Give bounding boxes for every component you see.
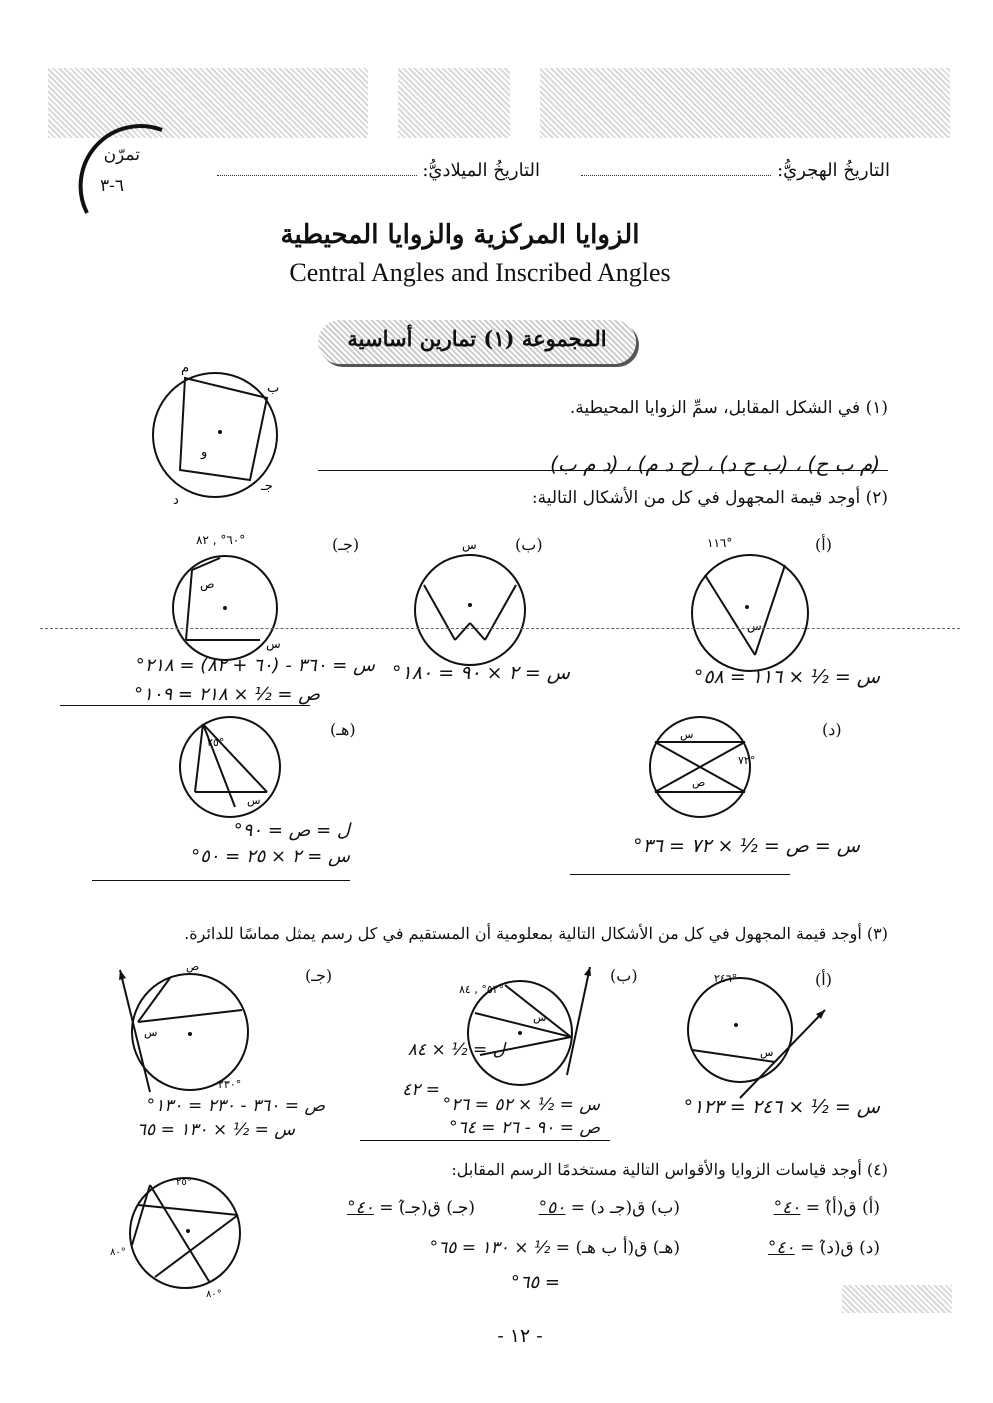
svg-text:ص: ص: [186, 960, 200, 973]
q3b-given: ٥٢° , ٨٤°: [459, 983, 505, 996]
q2d-answer-line: [570, 874, 790, 875]
q1-label-a: م: [181, 361, 190, 376]
q2e-figure: [175, 712, 285, 822]
q2e-answer: ل = ص = ٩٠°: [233, 820, 350, 841]
q1-answer-line: [318, 470, 888, 471]
q4-item-e-label: (هـ) ق(أ ب هـ) =: [555, 1238, 680, 1258]
svg-text:س: س: [247, 794, 261, 807]
q4-item-d-value: ٤٠°: [767, 1238, 795, 1258]
exercise-label: تمرّن: [103, 145, 140, 165]
q1-prompt: (١) في الشكل المقابل، سمِّ الزوايا المحيطية.: [569, 398, 888, 418]
q2e-answer2: س = ٢ × ٢٥ = ٥٠°: [191, 846, 350, 867]
q3a-letter: (أ): [815, 970, 832, 989]
q4-given-1: ٢٥°: [176, 1177, 192, 1188]
q4-item-a-value: ٤٠°: [773, 1198, 801, 1218]
q4-given-3: ٨٠°: [206, 1289, 222, 1300]
section-banner-text: المجموعة (١) تمارين أساسية: [347, 326, 607, 351]
exercise-number: ٦-٣: [100, 176, 125, 196]
q4-item-b-label: (ب) ق(جـ د) =: [570, 1198, 680, 1218]
q2c-answer2: ص = ½ × ٢١٨ = ١٠٩°: [134, 684, 320, 705]
q4-figure: [110, 1165, 260, 1300]
q1-label-d: د: [173, 493, 179, 508]
q2a-answer: س = ½ × ١١٦ = ٥٨°: [693, 666, 880, 688]
q3c-given: ٢٣٠°: [218, 1078, 242, 1091]
q4-item-c-value: ٤٠°: [347, 1198, 374, 1218]
q3c-answer2: س = ½ × ١٣٠ = ٦٥: [136, 1120, 295, 1140]
svg-text:س: س: [266, 637, 281, 651]
hijri-date-label: التاريخُ الهجريُّ:: [777, 160, 890, 181]
svg-text:ص: ص: [692, 776, 706, 789]
q3b-answer-line: [360, 1140, 610, 1141]
q2b-unknown: س: [462, 538, 477, 552]
q4-item-e-value: ½ × ١٣٠ = ٦٥°: [429, 1238, 551, 1258]
page-title-arabic: الزوايا المركزية والزوايا المحيطية: [280, 220, 640, 250]
q4-item-d-label: (د) ق(د̂) =: [800, 1238, 880, 1258]
q4-item-e-result: = ٦٥°: [510, 1272, 560, 1293]
gregorian-date-label: التاريخُ الميلاديُّ:: [422, 160, 540, 181]
q2c-letter: (جـ): [332, 535, 360, 554]
q2-prompt: (٢) أوجد قيمة المجهول في كل من الأشكال التالية:: [531, 488, 888, 508]
svg-text:س: س: [760, 1046, 774, 1059]
q4-item-c-label: (جـ) ق(جـ̂) =: [379, 1198, 475, 1218]
svg-text:س: س: [680, 728, 694, 741]
q3-prompt: (٣) أوجد قيمة المجهول في كل من الأشكال التالية بمعلومية أن المستقيم في كل رسم يمثل مماسًا للدائرة.: [184, 924, 888, 943]
q4-item-c: [295, 1198, 475, 1218]
q2b-letter: (ب): [515, 535, 543, 554]
q1-answer: (م ب ح) ، (ب ح د) ، (ح د م) ، (د م ب): [550, 452, 880, 476]
header-pattern-middle: [398, 68, 510, 138]
q2d-figure: [640, 712, 760, 822]
q3b-answer4: ص = ٩٠ - ٢٦ = ٦٤°: [449, 1118, 600, 1138]
q2d-given: ٧٢°: [738, 754, 756, 767]
q2c-answer: س = ٣٦٠ - (٦٠ + ٨٢) = ٢١٨°: [135, 655, 375, 676]
q2b-figure: [410, 538, 530, 670]
q2c-answer-line: [60, 705, 310, 706]
svg-text:ص: ص: [200, 577, 215, 591]
q2d-letter: (د): [822, 720, 842, 739]
q4-item-b-value: ٥٠°: [538, 1198, 566, 1218]
q4-item-e: [400, 1238, 680, 1258]
q1-label-b: ب: [267, 381, 280, 396]
q3b-answer2: = ٤٢: [402, 1080, 440, 1100]
q4-item-a: [690, 1198, 880, 1218]
dashed-divider: [40, 628, 960, 629]
q2a-figure: [685, 536, 815, 675]
footer-pattern: [842, 1285, 952, 1313]
q1-label-o: و: [201, 445, 208, 460]
q2e-given: ٢٥°: [207, 736, 225, 749]
q3b-letter: (ب): [610, 966, 638, 985]
hijri-date-field: [560, 160, 890, 181]
q3c-answer: ص = ٣٦٠ - ٢٣٠ = ١٣٠°: [146, 1096, 325, 1116]
q2a-letter: (أ): [815, 535, 832, 554]
q2a-given: ١١٦°: [707, 536, 733, 550]
q2c-given: ٦٠° , ٨٢°: [196, 533, 246, 547]
svg-text:س: س: [144, 1026, 158, 1039]
q2e-letter: (هـ): [330, 720, 356, 739]
q3a-given: ٢٤٦°: [714, 972, 738, 985]
q3b-answer3: س = ½ × ٥٢ = ٢٦°: [442, 1095, 600, 1115]
q3b-figure: [455, 965, 595, 1090]
q3c-figure: [110, 962, 260, 1102]
q4-item-d: [690, 1238, 880, 1258]
q4-prompt: (٤) أوجد قياسات الزوايا والأقواس التالية مستخدمًا الرسم المقابل:: [451, 1160, 888, 1179]
q3a-figure: [680, 970, 840, 1105]
page-title-english: Central Angles and Inscribed Angles: [289, 258, 671, 287]
q2e-answer-line: [92, 880, 350, 881]
exercise-badge: [72, 118, 182, 228]
q2a-unknown: س: [747, 619, 762, 633]
q4-item-a-label: (أ) ق(أ̂) =: [805, 1198, 880, 1218]
q1-label-c: جـ: [261, 479, 273, 494]
q2c-figure: [170, 533, 281, 665]
q4-given-2: ٨٠°: [110, 1247, 126, 1258]
q1-figure: [145, 360, 285, 510]
q3a-answer: س = ½ × ٢٤٦ = ١٢٣°: [683, 1096, 880, 1118]
gregorian-date-field: [200, 160, 540, 181]
q4-item-b: [480, 1198, 680, 1218]
q2d-answer: س = ص = ½ × ٧٢ = ٣٦°: [633, 835, 860, 857]
q3c-letter: (جـ): [305, 966, 333, 985]
header-pattern-right: [540, 68, 950, 138]
q2b-answer: س = ٢ × ٩٠ = ١٨٠°: [392, 662, 570, 684]
svg-text:س: س: [533, 1011, 547, 1024]
q3b-answer: ل = ½ × ٨٤: [407, 1040, 505, 1060]
page-number: - ١٢ -: [497, 1325, 543, 1347]
